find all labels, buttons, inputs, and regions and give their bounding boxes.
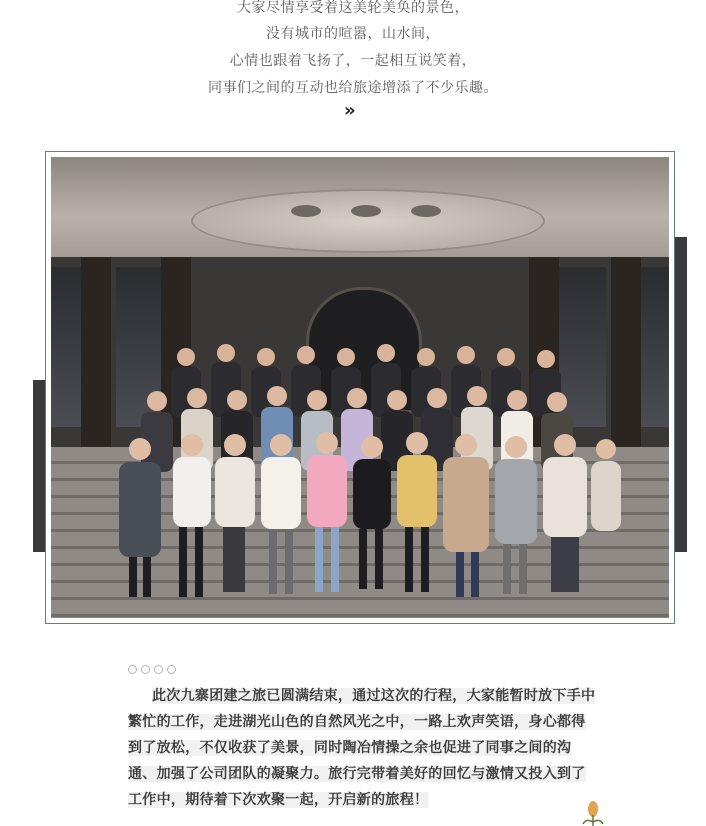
flower-icon [580, 800, 606, 826]
pillar [81, 257, 111, 447]
circle-icon [128, 665, 137, 674]
intro-line-3: 心情也跟着飞扬了，一起相互说笑着， [229, 53, 477, 69]
summary-paragraph [128, 683, 596, 813]
double-chevron-right-icon: » [344, 100, 356, 121]
circle-icon [141, 665, 150, 674]
left-side-bar [33, 380, 45, 552]
intro-line-2: 没有城市的喧嚣，山水间， [266, 26, 440, 42]
circle-icon [167, 665, 176, 674]
photo-frame [45, 151, 675, 624]
four-circles-icon [128, 659, 180, 669]
ceiling-dome [191, 189, 545, 253]
ceiling-lamp [351, 205, 381, 217]
intro-line-4: 同事们之间的互动也给旅途增添了不少乐趣。 [208, 80, 498, 96]
intro-line-1: 大家尽情享受着这美轮美奂的景色， [237, 0, 469, 16]
group-photo [51, 157, 669, 618]
circle-icon [154, 665, 163, 674]
crowd [111, 327, 631, 607]
ceiling-lamp [411, 205, 441, 217]
right-side-bar [675, 237, 687, 552]
summary-text: 此次九寨团建之旅已圆满结束，通过这次的行程，大家能暂时放下手中繁忙的工作，走进湖光山色的自然风光之中，一路上欢声笑语，身心都得到了放松，不仅收获了美景，同时陶冶情操之余也促进了同事之间的沟通、加强了公司团队的凝聚力。旅行完带着美好的回忆与激情又投入到了工作中，期待着下次欢聚一起，开启新的旅程！ [128, 688, 596, 808]
ceiling-lamp [291, 205, 321, 217]
